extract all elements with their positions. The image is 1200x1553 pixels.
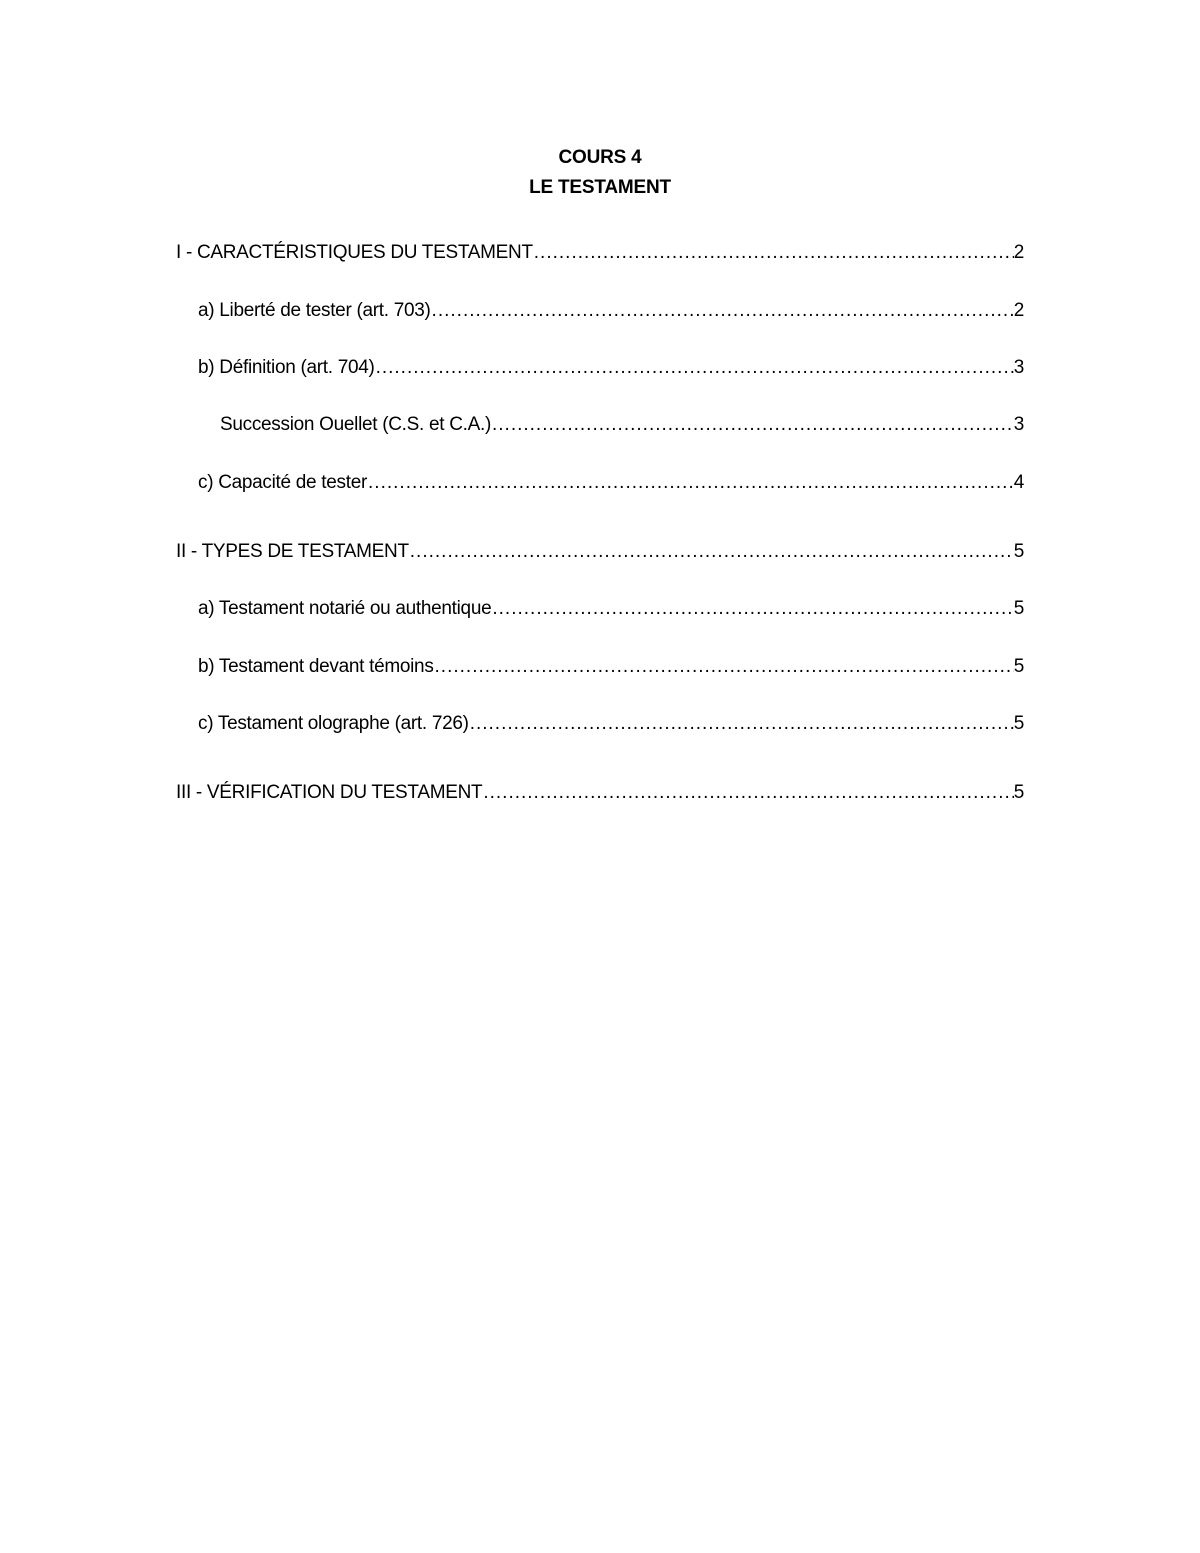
toc-entry-label: III - VÉRIFICATION DU TESTAMENT [176, 782, 483, 803]
toc-dot-leader [431, 298, 1014, 324]
toc-entry-testament-notarie[interactable] [198, 596, 1024, 622]
toc-entry-section-3[interactable] [176, 780, 1024, 806]
toc-dot-leader [491, 596, 1013, 622]
toc-entry-label: c) Testament olographe (art. 726) [198, 713, 469, 734]
toc-page-number: 3 [1013, 414, 1024, 435]
toc-entry-definition[interactable] [198, 355, 1024, 381]
toc-dot-leader [375, 355, 1014, 381]
toc-entry-liberte-de-tester[interactable] [198, 298, 1024, 324]
toc-entry-label: a) Liberté de tester (art. 703) [198, 300, 431, 321]
toc-page-number: 5 [1013, 598, 1024, 619]
toc-entry-label: II - TYPES DE TESTAMENT [176, 541, 409, 562]
toc-page-number: 5 [1013, 782, 1024, 803]
toc-dot-leader [482, 780, 1013, 806]
toc-page-number: 5 [1013, 656, 1024, 677]
course-subject-heading: LE TESTAMENT [529, 177, 671, 198]
toc-page-number: 5 [1013, 713, 1024, 734]
toc-entry-label: c) Capacité de tester [198, 472, 368, 493]
toc-entry-label: b) Testament devant témoins [198, 656, 434, 677]
toc-dot-leader [434, 654, 1014, 680]
toc-page-number: 2 [1013, 242, 1024, 263]
course-number-heading: COURS 4 [558, 147, 642, 168]
toc-entry-testament-olographe[interactable] [198, 711, 1024, 737]
toc-entry-succession-ouellet[interactable] [220, 412, 1024, 438]
toc-entry-testament-devant-temoins[interactable] [198, 654, 1024, 680]
toc-entry-label: a) Testament notarié ou authentique [198, 598, 492, 619]
toc-dot-leader [533, 240, 1014, 266]
document-title [0, 143, 1200, 203]
toc-page-number: 3 [1013, 357, 1024, 378]
toc-dot-leader [491, 412, 1014, 438]
toc-page-number: 4 [1013, 472, 1024, 493]
toc-entry-section-1[interactable] [176, 240, 1024, 266]
toc-entry-capacite-de-tester[interactable] [198, 470, 1024, 496]
toc-page-number: 2 [1013, 300, 1024, 321]
toc-entry-label: b) Définition (art. 704) [198, 357, 375, 378]
toc-entry-label: I - CARACTÉRISTIQUES DU TESTAMENT [176, 242, 533, 263]
toc-entry-section-2[interactable] [176, 539, 1024, 565]
toc-dot-leader [367, 470, 1014, 496]
toc-dot-leader [469, 711, 1014, 737]
toc-dot-leader [409, 539, 1014, 565]
toc-page-number: 5 [1013, 541, 1024, 562]
toc-entry-label: Succession Ouellet (C.S. et C.A.) [220, 414, 491, 435]
